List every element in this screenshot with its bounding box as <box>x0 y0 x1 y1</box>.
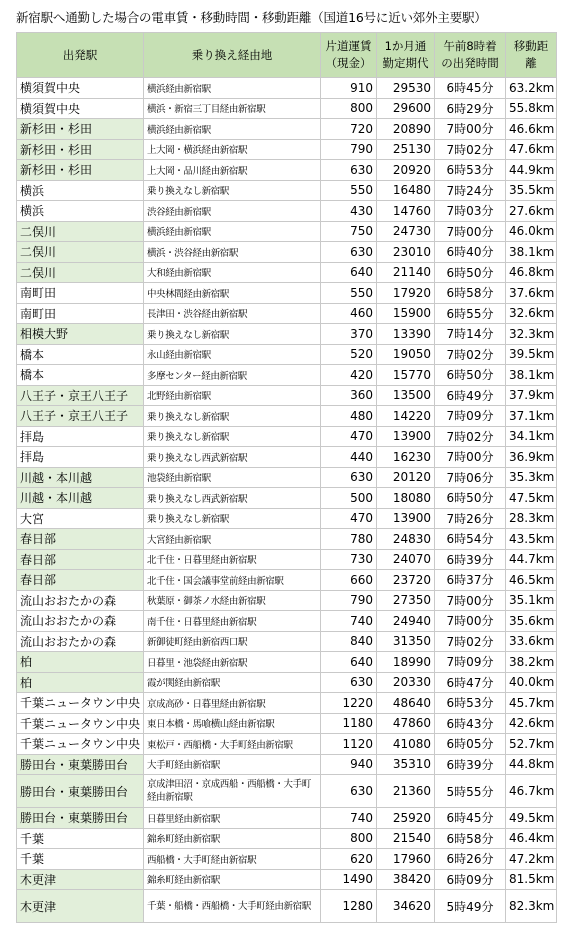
departure-cell: 新杉田・杉田 <box>17 160 144 181</box>
time-cell: 5時49分 <box>435 890 506 923</box>
pass-cell: 15900 <box>377 303 435 324</box>
distance-cell: 38.2km <box>506 652 557 673</box>
distance-cell: 47.2km <box>506 849 557 870</box>
fare-cell: 370 <box>321 324 377 345</box>
pass-cell: 20330 <box>377 672 435 693</box>
pass-cell: 31350 <box>377 631 435 652</box>
route-cell: 京成高砂・日暮里経由新宿駅 <box>144 693 321 714</box>
table-row <box>17 549 557 570</box>
pass-cell: 13390 <box>377 324 435 345</box>
pass-cell: 29600 <box>377 98 435 119</box>
fare-cell: 470 <box>321 426 377 447</box>
fare-cell: 420 <box>321 365 377 386</box>
table-row <box>17 447 557 468</box>
fare-cell: 550 <box>321 283 377 304</box>
route-cell: 乗り換えなし新宿駅 <box>144 324 321 345</box>
distance-cell: 45.7km <box>506 693 557 714</box>
pass-cell: 15770 <box>377 365 435 386</box>
route-cell: 上大岡・品川経由新宿駅 <box>144 160 321 181</box>
time-cell: 6時54分 <box>435 529 506 550</box>
departure-cell: 二俣川 <box>17 262 144 283</box>
distance-cell: 33.6km <box>506 631 557 652</box>
route-cell: 錦糸町経由新宿駅 <box>144 869 321 890</box>
time-cell: 7時00分 <box>435 119 506 140</box>
distance-cell: 32.3km <box>506 324 557 345</box>
departure-cell: 横浜 <box>17 180 144 201</box>
route-cell: 大和経由新宿駅 <box>144 262 321 283</box>
table-row <box>17 201 557 222</box>
table-row <box>17 119 557 140</box>
pass-cell: 24730 <box>377 221 435 242</box>
departure-cell: 春日部 <box>17 529 144 550</box>
header-fare <box>321 33 377 78</box>
distance-cell: 47.6km <box>506 139 557 160</box>
departure-cell: 新杉田・杉田 <box>17 119 144 140</box>
departure-cell: 南町田 <box>17 303 144 324</box>
route-cell: 千葉・船橋・西船橋・大手町経由新宿駅 <box>144 890 321 923</box>
time-cell: 6時55分 <box>435 303 506 324</box>
table-row <box>17 78 557 99</box>
departure-cell: 大宮 <box>17 508 144 529</box>
fare-cell: 520 <box>321 344 377 365</box>
table-row <box>17 139 557 160</box>
table-row <box>17 160 557 181</box>
distance-cell: 35.3km <box>506 467 557 488</box>
departure-cell: 橋本 <box>17 365 144 386</box>
departure-cell: 柏 <box>17 652 144 673</box>
fare-cell: 1280 <box>321 890 377 923</box>
pass-cell: 23010 <box>377 242 435 263</box>
pass-cell: 34620 <box>377 890 435 923</box>
pass-cell: 25130 <box>377 139 435 160</box>
pass-cell: 24070 <box>377 549 435 570</box>
header-fare-line1: 片道運賃 <box>325 39 372 53</box>
distance-cell: 82.3km <box>506 890 557 923</box>
departure-cell: 勝田台・東葉勝田台 <box>17 775 144 808</box>
time-cell: 6時37分 <box>435 570 506 591</box>
table-row <box>17 734 557 755</box>
departure-cell: 二俣川 <box>17 221 144 242</box>
table-row <box>17 754 557 775</box>
time-cell: 6時58分 <box>435 283 506 304</box>
pass-cell: 18990 <box>377 652 435 673</box>
fare-cell: 640 <box>321 652 377 673</box>
departure-cell: 千葉 <box>17 828 144 849</box>
table-row <box>17 303 557 324</box>
departure-cell: 横須賀中央 <box>17 78 144 99</box>
departure-cell: 横浜 <box>17 201 144 222</box>
distance-cell: 27.6km <box>506 201 557 222</box>
distance-cell: 44.7km <box>506 549 557 570</box>
route-cell: 横浜経由新宿駅 <box>144 221 321 242</box>
distance-cell: 37.1km <box>506 406 557 427</box>
time-cell: 7時02分 <box>435 426 506 447</box>
fare-cell: 500 <box>321 488 377 509</box>
route-cell: 西船橋・大手町経由新宿駅 <box>144 849 321 870</box>
route-cell: 横浜・渋谷経由新宿駅 <box>144 242 321 263</box>
route-cell: 日暮里・池袋経由新宿駅 <box>144 652 321 673</box>
pass-cell: 20920 <box>377 160 435 181</box>
departure-cell: 千葉ニュータウン中央 <box>17 734 144 755</box>
route-cell: 乗り換えなし西武新宿駅 <box>144 447 321 468</box>
pass-cell: 48640 <box>377 693 435 714</box>
pass-cell: 24940 <box>377 611 435 632</box>
route-cell: 北千住・日暮里経由新宿駅 <box>144 549 321 570</box>
distance-cell: 43.5km <box>506 529 557 550</box>
departure-cell: 新杉田・杉田 <box>17 139 144 160</box>
route-cell: 新御徒町経由新宿西口駅 <box>144 631 321 652</box>
departure-cell: 千葉 <box>17 849 144 870</box>
route-cell: 大宮経由新宿駅 <box>144 529 321 550</box>
header-route: 乗り換え経由地 <box>144 33 321 78</box>
fare-cell: 780 <box>321 529 377 550</box>
time-cell: 7時26分 <box>435 508 506 529</box>
fare-cell: 1220 <box>321 693 377 714</box>
departure-cell: 木更津 <box>17 869 144 890</box>
time-cell: 6時50分 <box>435 262 506 283</box>
header-time <box>435 33 506 78</box>
time-cell: 6時53分 <box>435 160 506 181</box>
departure-cell: 二俣川 <box>17 242 144 263</box>
distance-cell: 32.6km <box>506 303 557 324</box>
time-cell: 7時00分 <box>435 447 506 468</box>
distance-cell: 46.7km <box>506 775 557 808</box>
distance-cell: 36.9km <box>506 447 557 468</box>
time-cell: 6時26分 <box>435 849 506 870</box>
time-cell: 6時05分 <box>435 734 506 755</box>
route-cell: 大手町経由新宿駅 <box>144 754 321 775</box>
route-cell: 東松戸・西船橋・大手町経由新宿駅 <box>144 734 321 755</box>
route-cell: 池袋経由新宿駅 <box>144 467 321 488</box>
fare-cell: 800 <box>321 98 377 119</box>
distance-cell: 38.1km <box>506 242 557 263</box>
distance-cell: 47.5km <box>506 488 557 509</box>
distance-cell: 46.5km <box>506 570 557 591</box>
distance-cell: 52.7km <box>506 734 557 755</box>
time-cell: 6時29分 <box>435 98 506 119</box>
table-row <box>17 693 557 714</box>
fare-cell: 550 <box>321 180 377 201</box>
table-row <box>17 344 557 365</box>
departure-cell: 南町田 <box>17 283 144 304</box>
distance-cell: 46.0km <box>506 221 557 242</box>
table-row <box>17 98 557 119</box>
fare-cell: 620 <box>321 849 377 870</box>
fare-cell: 630 <box>321 672 377 693</box>
route-cell: 北千住・国会議事堂前経由新宿駅 <box>144 570 321 591</box>
time-cell: 7時03分 <box>435 201 506 222</box>
fare-cell: 790 <box>321 590 377 611</box>
time-cell: 6時49分 <box>435 385 506 406</box>
pass-cell: 20890 <box>377 119 435 140</box>
table-row <box>17 508 557 529</box>
time-cell: 6時50分 <box>435 365 506 386</box>
time-cell: 7時02分 <box>435 139 506 160</box>
table-row <box>17 849 557 870</box>
departure-cell: 千葉ニュータウン中央 <box>17 713 144 734</box>
route-cell: 横浜・新宿三丁目経由新宿駅 <box>144 98 321 119</box>
pass-cell: 21140 <box>377 262 435 283</box>
fare-cell: 790 <box>321 139 377 160</box>
fare-cell: 640 <box>321 262 377 283</box>
time-cell: 6時43分 <box>435 713 506 734</box>
time-cell: 7時14分 <box>435 324 506 345</box>
table-row <box>17 590 557 611</box>
page-title: 新宿駅へ通勤した場合の電車賃・移動時間・移動距離（国道16号に近い郊外主要駅） <box>16 10 487 25</box>
table-row <box>17 467 557 488</box>
route-cell: 秋葉原・御茶ノ水経由新宿駅 <box>144 590 321 611</box>
distance-cell: 55.8km <box>506 98 557 119</box>
departure-cell: 柏 <box>17 672 144 693</box>
departure-cell: 川越・本川越 <box>17 488 144 509</box>
pass-cell: 38420 <box>377 869 435 890</box>
distance-cell: 46.6km <box>506 119 557 140</box>
time-cell: 7時00分 <box>435 221 506 242</box>
departure-cell: 八王子・京王八王子 <box>17 406 144 427</box>
fare-cell: 630 <box>321 242 377 263</box>
route-cell: 渋谷経由新宿駅 <box>144 201 321 222</box>
distance-cell: 35.6km <box>506 611 557 632</box>
table-row <box>17 221 557 242</box>
header-departure: 出発駅 <box>17 33 144 78</box>
time-cell: 7時09分 <box>435 406 506 427</box>
pass-cell: 19050 <box>377 344 435 365</box>
fare-cell: 430 <box>321 201 377 222</box>
departure-cell: 八王子・京王八王子 <box>17 385 144 406</box>
time-cell: 6時40分 <box>435 242 506 263</box>
table-row <box>17 406 557 427</box>
distance-cell: 28.3km <box>506 508 557 529</box>
fare-cell: 440 <box>321 447 377 468</box>
distance-cell: 39.5km <box>506 344 557 365</box>
fare-cell: 720 <box>321 119 377 140</box>
pass-cell: 24830 <box>377 529 435 550</box>
time-cell: 6時58分 <box>435 828 506 849</box>
departure-cell: 木更津 <box>17 890 144 923</box>
pass-cell: 35310 <box>377 754 435 775</box>
route-cell: 中央林間経由新宿駅 <box>144 283 321 304</box>
route-cell: 上大岡・横浜経由新宿駅 <box>144 139 321 160</box>
table-row <box>17 808 557 829</box>
fare-cell: 800 <box>321 828 377 849</box>
pass-cell: 18080 <box>377 488 435 509</box>
pass-cell: 14760 <box>377 201 435 222</box>
route-cell: 乗り換えなし新宿駅 <box>144 406 321 427</box>
route-cell: 南千住・日暮里経由新宿駅 <box>144 611 321 632</box>
fare-cell: 360 <box>321 385 377 406</box>
pass-cell: 27350 <box>377 590 435 611</box>
route-cell: 北野経由新宿駅 <box>144 385 321 406</box>
table-row <box>17 869 557 890</box>
time-cell: 7時00分 <box>435 590 506 611</box>
table-row <box>17 488 557 509</box>
time-cell: 6時39分 <box>435 549 506 570</box>
table-row <box>17 652 557 673</box>
commute-table <box>16 32 557 923</box>
fare-cell: 940 <box>321 754 377 775</box>
departure-cell: 川越・本川越 <box>17 467 144 488</box>
pass-cell: 21540 <box>377 828 435 849</box>
departure-cell: 勝田台・東葉勝田台 <box>17 808 144 829</box>
time-cell: 7時02分 <box>435 631 506 652</box>
departure-cell: 流山おおたかの森 <box>17 631 144 652</box>
header-fare-line2: （現金） <box>325 56 372 70</box>
time-cell: 5時55分 <box>435 775 506 808</box>
route-cell: 乗り換えなし西武新宿駅 <box>144 488 321 509</box>
pass-cell: 17920 <box>377 283 435 304</box>
route-cell: 乗り換えなし新宿駅 <box>144 508 321 529</box>
pass-cell: 25920 <box>377 808 435 829</box>
time-cell: 6時45分 <box>435 78 506 99</box>
table-row <box>17 242 557 263</box>
table-row <box>17 775 557 808</box>
pass-cell: 47860 <box>377 713 435 734</box>
pass-cell: 41080 <box>377 734 435 755</box>
table-row <box>17 672 557 693</box>
departure-cell: 拝島 <box>17 426 144 447</box>
departure-cell: 拝島 <box>17 447 144 468</box>
distance-cell: 34.1km <box>506 426 557 447</box>
fare-cell: 1180 <box>321 713 377 734</box>
distance-cell: 63.2km <box>506 78 557 99</box>
pass-cell: 14220 <box>377 406 435 427</box>
distance-cell: 35.5km <box>506 180 557 201</box>
departure-cell: 相模大野 <box>17 324 144 345</box>
table-header <box>17 33 557 78</box>
fare-cell: 630 <box>321 160 377 181</box>
distance-cell: 38.1km <box>506 365 557 386</box>
fare-cell: 840 <box>321 631 377 652</box>
table-row <box>17 385 557 406</box>
departure-cell: 橋本 <box>17 344 144 365</box>
pass-cell: 16230 <box>377 447 435 468</box>
table-row <box>17 180 557 201</box>
table-row <box>17 631 557 652</box>
header-row <box>17 33 557 78</box>
fare-cell: 480 <box>321 406 377 427</box>
fare-cell: 630 <box>321 775 377 808</box>
route-cell: 乗り換えなし新宿駅 <box>144 180 321 201</box>
fare-cell: 910 <box>321 78 377 99</box>
distance-cell: 37.6km <box>506 283 557 304</box>
table-row <box>17 365 557 386</box>
fare-cell: 1490 <box>321 869 377 890</box>
pass-cell: 17960 <box>377 849 435 870</box>
pass-cell: 13900 <box>377 508 435 529</box>
route-cell: 横浜経由新宿駅 <box>144 119 321 140</box>
table-row <box>17 426 557 447</box>
departure-cell: 千葉ニュータウン中央 <box>17 693 144 714</box>
departure-cell: 春日部 <box>17 549 144 570</box>
route-cell: 京成津田沼・京成西船・西船橋・大手町経由新宿駅 <box>144 775 321 808</box>
table-row <box>17 324 557 345</box>
pass-cell: 20120 <box>377 467 435 488</box>
pass-cell: 16480 <box>377 180 435 201</box>
departure-cell: 春日部 <box>17 570 144 591</box>
pass-cell: 21360 <box>377 775 435 808</box>
time-cell: 6時09分 <box>435 869 506 890</box>
table-row <box>17 890 557 923</box>
time-cell: 6時39分 <box>435 754 506 775</box>
distance-cell: 35.1km <box>506 590 557 611</box>
fare-cell: 740 <box>321 611 377 632</box>
table-row <box>17 570 557 591</box>
table-body <box>17 78 557 923</box>
header-time-line1: 午前8時着 <box>443 39 497 53</box>
distance-cell: 44.8km <box>506 754 557 775</box>
fare-cell: 750 <box>321 221 377 242</box>
route-cell: 横浜経由新宿駅 <box>144 78 321 99</box>
table-row <box>17 262 557 283</box>
header-time-line2: の出発時間 <box>441 56 499 70</box>
departure-cell: 勝田台・東葉勝田台 <box>17 754 144 775</box>
distance-cell: 40.0km <box>506 672 557 693</box>
time-cell: 7時09分 <box>435 652 506 673</box>
departure-cell: 流山おおたかの森 <box>17 611 144 632</box>
route-cell: 永山経由新宿駅 <box>144 344 321 365</box>
time-cell: 6時50分 <box>435 488 506 509</box>
distance-cell: 46.8km <box>506 262 557 283</box>
distance-cell: 46.4km <box>506 828 557 849</box>
fare-cell: 660 <box>321 570 377 591</box>
route-cell: 日暮里経由新宿駅 <box>144 808 321 829</box>
time-cell: 7時00分 <box>435 611 506 632</box>
route-cell: 長津田・渋谷経由新宿駅 <box>144 303 321 324</box>
time-cell: 6時47分 <box>435 672 506 693</box>
header-pass-line2: 勤定期代 <box>382 56 429 70</box>
time-cell: 6時45分 <box>435 808 506 829</box>
route-cell: 東日本橋・馬喰横山経由新宿駅 <box>144 713 321 734</box>
table-row <box>17 611 557 632</box>
fare-cell: 470 <box>321 508 377 529</box>
departure-cell: 横須賀中央 <box>17 98 144 119</box>
route-cell: 霞が関経由新宿駅 <box>144 672 321 693</box>
route-cell: 乗り換えなし新宿駅 <box>144 426 321 447</box>
table-row <box>17 713 557 734</box>
table-row <box>17 529 557 550</box>
distance-cell: 81.5km <box>506 869 557 890</box>
fare-cell: 740 <box>321 808 377 829</box>
distance-cell: 42.6km <box>506 713 557 734</box>
fare-cell: 730 <box>321 549 377 570</box>
route-cell: 多摩センター経由新宿駅 <box>144 365 321 386</box>
fare-cell: 630 <box>321 467 377 488</box>
fare-cell: 1120 <box>321 734 377 755</box>
table-row <box>17 828 557 849</box>
pass-cell: 29530 <box>377 78 435 99</box>
pass-cell: 13500 <box>377 385 435 406</box>
departure-cell: 流山おおたかの森 <box>17 590 144 611</box>
time-cell: 7時02分 <box>435 344 506 365</box>
time-cell: 7時24分 <box>435 180 506 201</box>
pass-cell: 23720 <box>377 570 435 591</box>
time-cell: 7時06分 <box>435 467 506 488</box>
distance-cell: 37.9km <box>506 385 557 406</box>
header-distance: 移動距離 <box>506 33 557 78</box>
pass-cell: 13900 <box>377 426 435 447</box>
header-pass <box>377 33 435 78</box>
table-row <box>17 283 557 304</box>
route-cell: 錦糸町経由新宿駅 <box>144 828 321 849</box>
fare-cell: 460 <box>321 303 377 324</box>
header-pass-line1: 1か月通 <box>384 39 427 53</box>
time-cell: 6時53分 <box>435 693 506 714</box>
distance-cell: 49.5km <box>506 808 557 829</box>
distance-cell: 44.9km <box>506 160 557 181</box>
